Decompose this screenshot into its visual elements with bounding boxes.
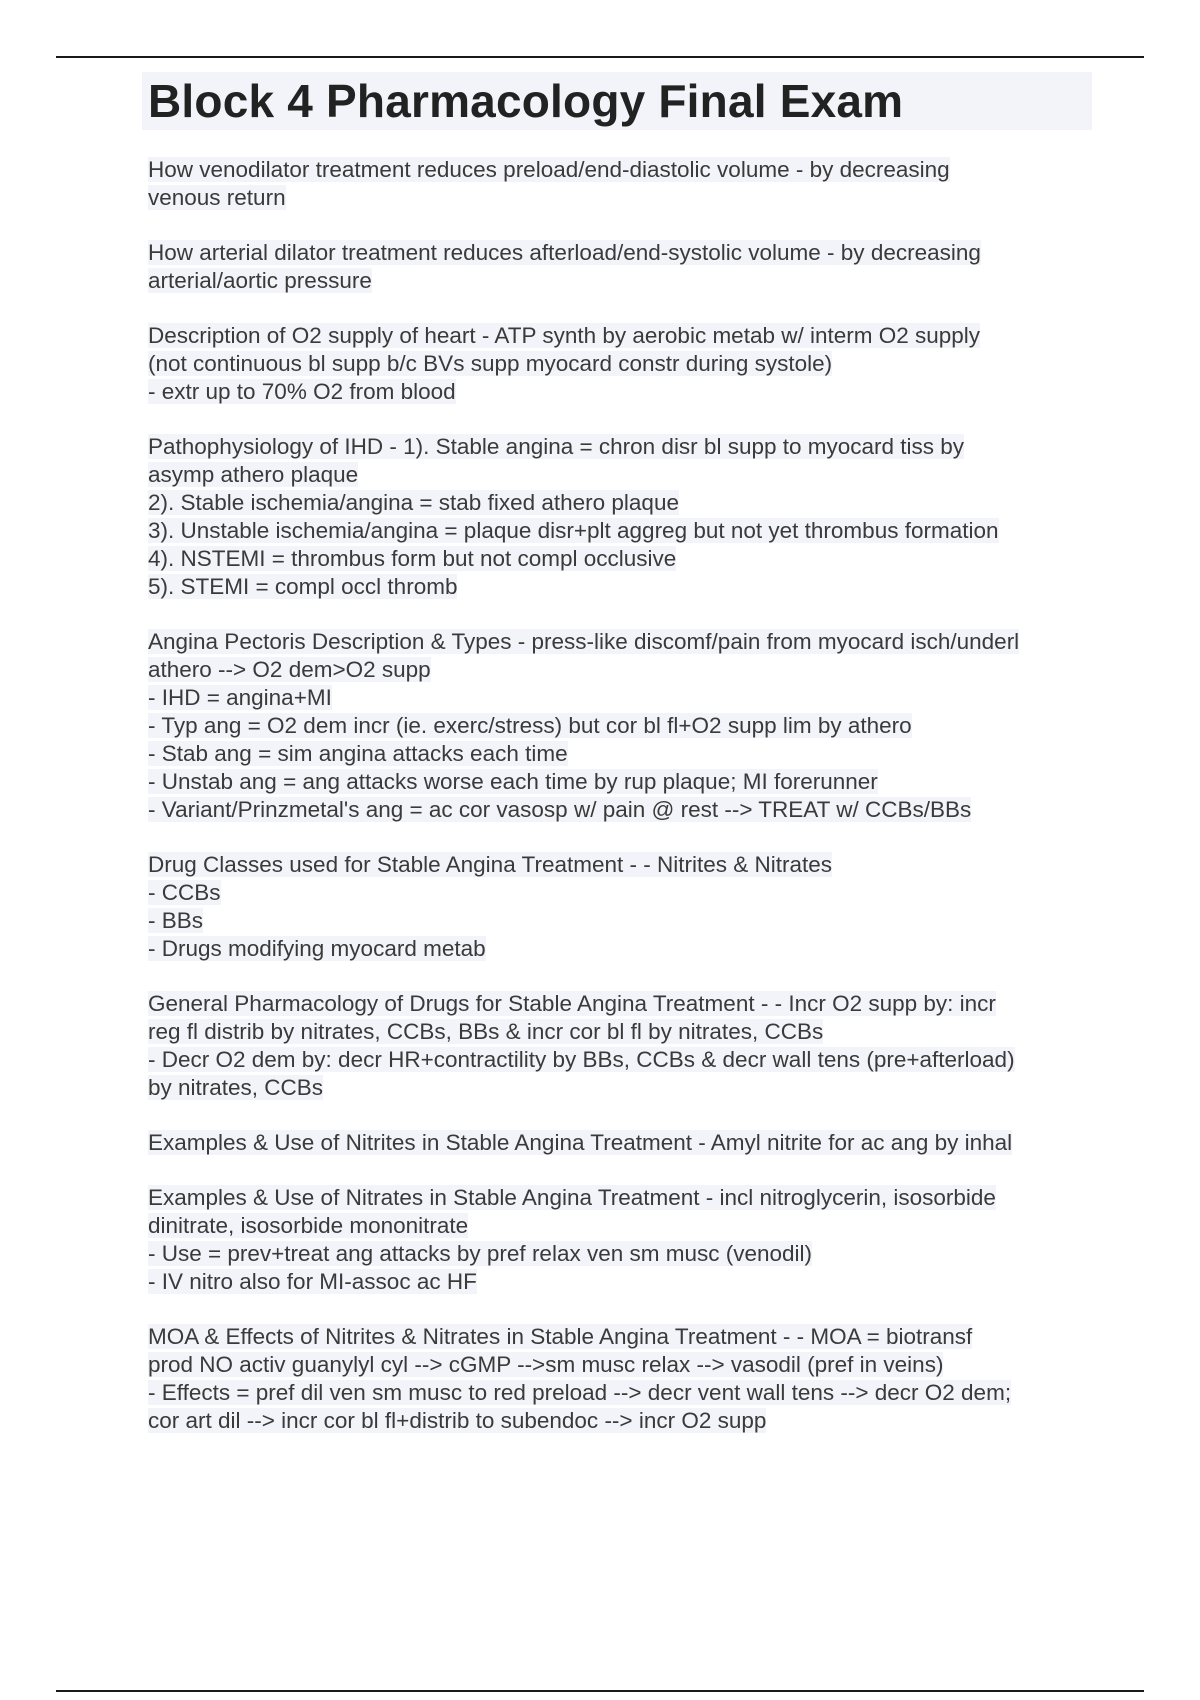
flashcard-line	[148, 935, 1086, 963]
flashcard-line	[148, 1184, 1086, 1212]
flashcard-line-text: How arterial dilator treatment reduces afterload/end-systolic volume - by decreasing	[148, 240, 981, 265]
flashcard-line	[148, 907, 1086, 935]
flashcard-line-text: - CCBs	[148, 880, 221, 905]
flashcard-line	[148, 796, 1086, 824]
flashcard-line	[148, 851, 1086, 879]
flashcard-line-text: prod NO activ guanylyl cyl --> cGMP -->sm musc relax --> vasodil (pref in veins)	[148, 1352, 944, 1377]
flashcard	[142, 239, 1092, 295]
flashcard-line	[148, 1379, 1086, 1407]
flashcard-line	[148, 1323, 1086, 1351]
flashcard-line	[148, 156, 1086, 184]
flashcard-line-text: - Use = prev+treat ang attacks by pref relax ven sm musc (venodil)	[148, 1241, 813, 1266]
flashcard-line	[148, 1240, 1086, 1268]
flashcard	[142, 628, 1092, 824]
flashcard-line-text: General Pharmacology of Drugs for Stable Angina Treatment - - Incr O2 supp by: incr	[148, 991, 996, 1016]
flashcard-line-text: venous return	[148, 185, 286, 210]
flashcard-line-text: 3). Unstable ischemia/angina = plaque disr+plt aggreg but not yet thrombus formation	[148, 518, 999, 543]
flashcard-line	[148, 350, 1086, 378]
flashcard-line	[148, 740, 1086, 768]
flashcard-line	[148, 1018, 1086, 1046]
flashcard-line	[148, 239, 1086, 267]
document-body	[142, 72, 1092, 1462]
flashcard-line-text: Drug Classes used for Stable Angina Treatment - - Nitrites & Nitrates	[148, 852, 833, 877]
flashcard	[142, 1184, 1092, 1296]
flashcard-line	[148, 628, 1086, 656]
flashcard-line	[148, 684, 1086, 712]
flashcard-line-text: - BBs	[148, 908, 204, 933]
flashcard-line	[148, 322, 1086, 350]
flashcard-line	[148, 517, 1086, 545]
flashcard-line	[148, 879, 1086, 907]
flashcard	[142, 433, 1092, 601]
flashcard-line	[148, 768, 1086, 796]
flashcard-line-text: (not continuous bl supp b/c BVs supp myocard constr during systole)	[148, 351, 833, 376]
flashcard-line-text: How venodilator treatment reduces preload/end-diastolic volume - by decreasing	[148, 157, 950, 182]
flashcard-line-text: athero --> O2 dem>O2 supp	[148, 657, 431, 682]
flashcard-line-text: - Stab ang = sim angina attacks each time	[148, 741, 568, 766]
flashcard-line-text: reg fl distrib by nitrates, CCBs, BBs & incr cor bl fl by nitrates, CCBs	[148, 1019, 824, 1044]
flashcard-line-text: dinitrate, isosorbide mononitrate	[148, 1213, 469, 1238]
flashcard	[142, 1323, 1092, 1435]
flashcard-line-text: 4). NSTEMI = thrombus form but not compl occlusive	[148, 546, 677, 571]
flashcard-line-text: - Decr O2 dem by: decr HR+contractility by BBs, CCBs & decr wall tens (pre+afterload)	[148, 1047, 1015, 1072]
flashcard-line-text: by nitrates, CCBs	[148, 1075, 324, 1100]
flashcard-line-text: MOA & Effects of Nitrites & Nitrates in Stable Angina Treatment - - MOA = biotransf	[148, 1324, 973, 1349]
flashcard-line	[148, 1046, 1086, 1074]
flashcard-line-text: 5). STEMI = compl occl thromb	[148, 574, 458, 599]
flashcard-line	[148, 489, 1086, 517]
flashcard-line	[148, 990, 1086, 1018]
flashcard-line	[148, 378, 1086, 406]
flashcard-line	[148, 656, 1086, 684]
flashcard-line	[148, 461, 1086, 489]
bottom-rule	[56, 1690, 1144, 1692]
top-rule	[56, 56, 1144, 58]
flashcard-line	[148, 1129, 1086, 1157]
flashcard-line	[148, 433, 1086, 461]
flashcard-list	[142, 156, 1092, 1435]
flashcard-line-text: - Typ ang = O2 dem incr (ie. exerc/stress) but cor bl fl+O2 supp lim by athero	[148, 713, 912, 738]
flashcard-line-text: - Drugs modifying myocard metab	[148, 936, 486, 961]
flashcard-line-text: - Variant/Prinzmetal's ang = ac cor vasosp w/ pain @ rest --> TREAT w/ CCBs/BBs	[148, 797, 972, 822]
flashcard-line-text: cor art dil --> incr cor bl fl+distrib to subendoc --> incr O2 supp	[148, 1408, 767, 1433]
flashcard-line-text: - IHD = angina+MI	[148, 685, 332, 710]
flashcard-line-text: asymp athero plaque	[148, 462, 359, 487]
flashcard	[142, 1129, 1092, 1157]
flashcard-line	[148, 184, 1086, 212]
flashcard-line-text: Description of O2 supply of heart - ATP synth by aerobic metab w/ interm O2 supply	[148, 323, 981, 348]
flashcard-line-text: - extr up to 70% O2 from blood	[148, 379, 456, 404]
flashcard-line-text: 2). Stable ischemia/angina = stab fixed athero plaque	[148, 490, 679, 515]
flashcard-line-text: Examples & Use of Nitrites in Stable Angina Treatment - Amyl nitrite for ac ang by inhal	[148, 1130, 1013, 1155]
flashcard-line-text: Examples & Use of Nitrates in Stable Angina Treatment - incl nitroglycerin, isosorbide	[148, 1185, 996, 1210]
flashcard	[142, 322, 1092, 406]
flashcard-line	[148, 1351, 1086, 1379]
flashcard	[142, 851, 1092, 963]
flashcard-line-text: Pathophysiology of IHD - 1). Stable angina = chron disr bl supp to myocard tiss by	[148, 434, 965, 459]
flashcard-line	[148, 1212, 1086, 1240]
flashcard-line-text: arterial/aortic pressure	[148, 268, 372, 293]
flashcard-line	[148, 1407, 1086, 1435]
flashcard-line-text: - IV nitro also for MI-assoc ac HF	[148, 1269, 477, 1294]
flashcard-line	[148, 1074, 1086, 1102]
flashcard-line	[148, 267, 1086, 295]
flashcard	[142, 156, 1092, 212]
flashcard-line	[148, 712, 1086, 740]
title-box	[142, 72, 1092, 130]
flashcard-line-text: - Effects = pref dil ven sm musc to red preload --> decr vent wall tens --> decr O2 dem;	[148, 1380, 1012, 1405]
flashcard-line	[148, 1268, 1086, 1296]
flashcard-line-text: Angina Pectoris Description & Types - press-like discomf/pain from myocard isch/underl	[148, 629, 1020, 654]
flashcard-line-text: - Unstab ang = ang attacks worse each time by rup plaque; MI forerunner	[148, 769, 878, 794]
flashcard-line	[148, 573, 1086, 601]
flashcard	[142, 990, 1092, 1102]
document-title: Block 4 Pharmacology Final Exam	[148, 75, 904, 127]
flashcard-line	[148, 545, 1086, 573]
